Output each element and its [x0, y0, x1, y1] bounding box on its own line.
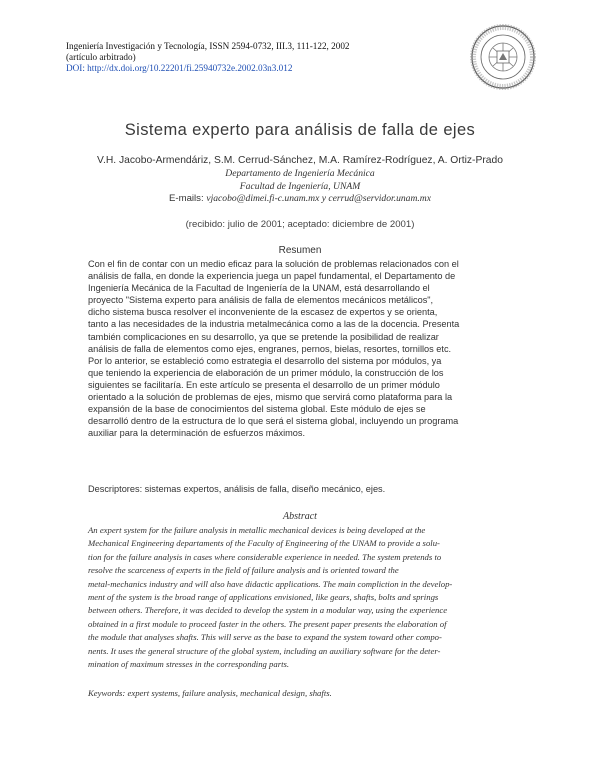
- journal-header: [66, 41, 350, 74]
- abstract-line: ment of the system is the broad range of applications envisioned, like gears, shafts, bolts and springs: [88, 591, 439, 602]
- resumen-line: que teniendo la experiencia de elaboración de un primer módulo, la construcción de los: [88, 367, 444, 378]
- abstract-line: An expert system for the failure analysis in metallic mechanical devices is being developed at the: [88, 525, 426, 535]
- abstract-line: the module that analyses shafts. This will serve as the base to expand the system toward other compo-: [88, 632, 442, 643]
- resumen-line: tanto a las necesidades de la industria metalmecánica como a las de la docencia. Presenta: [88, 319, 460, 330]
- resumen-line: proyecto "Sistema experto para análisis de falla de elementos mecánicos metálicos",: [88, 295, 434, 306]
- resumen-line: auxiliar para la determinación de esfuerzos máximos.: [88, 428, 306, 439]
- emails-value: vjacobo@dimei.fi-c.unam.mx y cerrud@servidor.unam.mx: [206, 193, 431, 204]
- resumen-line: expansión de la base de conocimientos del sistema global. Este módulo de ejes se: [88, 404, 426, 415]
- emails: [0, 193, 600, 204]
- affiliation-faculty: Facultad de Ingeniería, UNAM: [239, 181, 361, 192]
- article-type: (artículo arbitrado): [66, 52, 136, 62]
- abstract-line: metal-mechanics industry and will also have didactic applications. The main compliction in the develop-: [88, 578, 453, 589]
- resumen-line: dicho sistema busca resolver el inconveniente de la escasez de expertos y se orienta,: [88, 307, 438, 318]
- resumen-heading: Resumen: [278, 245, 322, 256]
- journal-citation: Ingeniería Investigación y Tecnología, ISSN 2594-0732, III.3, 111-122, 2002: [66, 41, 350, 51]
- resumen-line: Con el fin de contar con un medio eficaz para la solución de problemas relacionados con el: [88, 259, 459, 269]
- resumen-line: también complicaciones en su desarrollo, ya que se pretende la posibilidad de realizar: [88, 331, 439, 342]
- resumen-line: orientado a la solución de problemas de ejes, mismo que servirá como plataforma para la: [88, 392, 453, 403]
- abstract-heading: Abstract: [283, 511, 317, 522]
- abstract-line: resolve the scarceness of experts in the field of failure analysis and is oriented toward the: [88, 565, 399, 576]
- abstract-line: tion for the failure analysis in cases where considerable experience in needed. The system pretends to: [88, 551, 442, 562]
- abstract-line: between others. Therefore, it was decided to develop the system in a modular way, using the experience: [88, 605, 448, 616]
- resumen-line: siguientes se facilitaría. En este artículo se presenta el desarrollo de un primer módulo: [88, 379, 440, 390]
- abstract-line: mination of maximum stresses in the corresponding parts.: [88, 658, 290, 669]
- abstract-text: [88, 524, 512, 671]
- emails-label: E-mails:: [169, 193, 204, 204]
- resumen-line: Ingeniería Mecánica de la Facultad de Ingeniería de la UNAM, está desarrollando el: [88, 283, 430, 294]
- authors: V.H. Jacobo-Armendáriz, S.M. Cerrud-Sánchez, M.A. Ramírez-Rodríguez, A. Ortiz-Prado: [97, 155, 503, 166]
- abstract-line: Mechanical Engineering departaments of the Faculty of Engineering of the UNAM to provide a solu-: [88, 538, 440, 549]
- abstract-line: nents. It uses the general structure of the global system, including an auxiliary software for the deter-: [88, 645, 441, 656]
- resumen-line: Por lo anterior, se estableció como estrategia el desarrollo del sistema por módulos, ya: [88, 355, 442, 366]
- descriptores: Descriptores: sistemas expertos, análisis de falla, diseño mecánico, ejes.: [88, 484, 386, 494]
- keywords: Keywords: expert systems, failure analysis, mechanical design, shafts.: [88, 688, 332, 698]
- affiliation-department: Departamento de Ingeniería Mecánica: [225, 168, 375, 179]
- resumen-line: análisis de falla, en donde la experiencia juega un papel fundamental, el Departamento de: [88, 271, 456, 282]
- university-seal-icon: [470, 24, 536, 90]
- resumen-line: desarrolló dentro de la estructura de lo que será el sistema global, incluyendo un programa: [88, 416, 459, 427]
- abstract-line: obtained in a first module to proceed faster in the others. The present paper presents the elaboration of: [88, 618, 447, 629]
- resumen-text: [88, 258, 512, 439]
- doi-link[interactable]: DOI: http://dx.doi.org/10.22201/fi.25940732e.2002.03n3.012: [66, 63, 293, 73]
- resumen-line: análisis de falla de elementos como ejes, engranes, pernos, bielas, resortes, tornillos etc.: [88, 343, 452, 354]
- received-dates: (recibido: julio de 2001; aceptado: diciembre de 2001): [185, 219, 415, 230]
- paper-title: Sistema experto para análisis de falla de ejes: [124, 121, 476, 139]
